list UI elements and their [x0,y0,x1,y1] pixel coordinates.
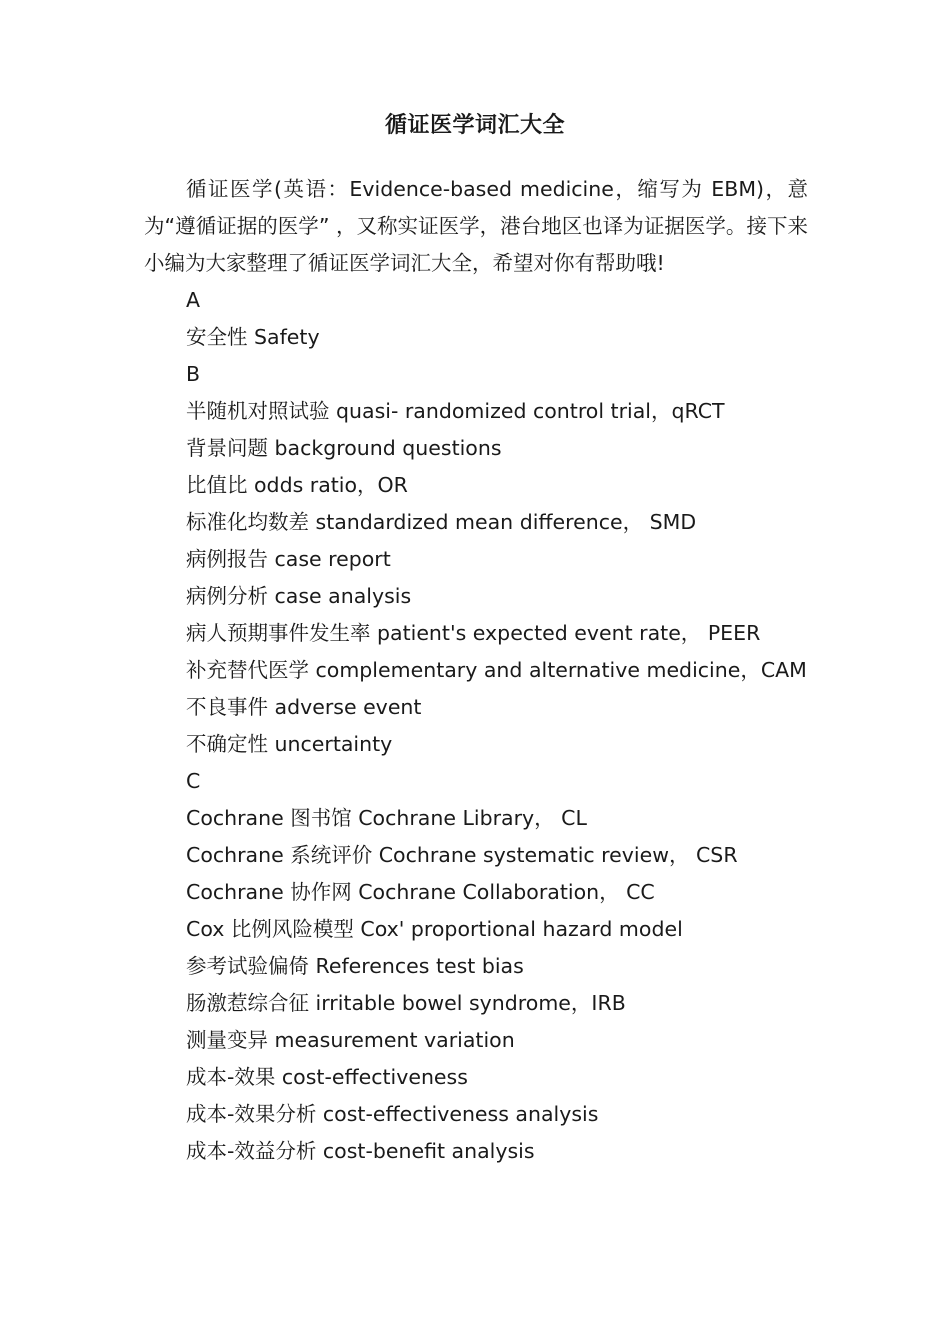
glossary-entry: 标准化均数差 standardized mean difference， SMD [186,510,697,534]
glossary-entry: 参考试验偏倚 References test bias [186,954,524,978]
glossary-entry: 成本-效果 cost-effectiveness [186,1065,468,1089]
glossary-entry: 不良事件 adverse event [186,695,422,719]
intro-paragraph: 循证医学(英语：Evidence-based medicine，缩写为 EBM)，意为“遵循证据的医学” ，又称实证医学，港台地区也译为证据医学。接下来小编为大家整理了循证医学词汇大全，希望对你有帮助哦! [144,177,808,275]
glossary-entry: 安全性 Safety [186,325,320,349]
section-letter-c: C [186,769,201,793]
glossary-entry: Cochrane 系统评价 Cochrane systematic review， CSR [186,843,738,867]
section-letter-a: A [186,288,201,312]
glossary-entry: 半随机对照试验 quasi- randomized control trial，qRCT [186,399,725,423]
glossary-entry: 测量变异 measurement variation [186,1028,515,1052]
glossary-entry: Cox 比例风险模型 Cox' proportional hazard model [186,917,683,941]
glossary-entry: Cochrane 协作网 Cochrane Collaboration， CC [186,880,655,904]
glossary-entry: 不确定性 uncertainty [186,732,393,756]
glossary-entry: 病人预期事件发生率 patient's expected event rate， PEER [186,621,761,645]
section-letter-b: B [186,362,201,386]
glossary-entry: 肠激惹综合征 irritable bowel syndrome，IRB [186,991,626,1015]
glossary-entry: 病例分析 case analysis [186,584,412,608]
glossary-entry: 成本-效益分析 cost-benefit analysis [186,1139,535,1163]
glossary-entry: 补充替代医学 complementary and alternative medicine，CAM [186,658,807,682]
glossary-entry: 背景问题 background questions [186,436,502,460]
glossary-entry: 成本-效果分析 cost-effectiveness analysis [186,1102,599,1126]
document-title: 循证医学词汇大全 [384,113,565,138]
glossary-list [144,282,808,1170]
glossary-entry: 比值比 odds ratio，OR [186,473,408,497]
glossary-entry: 病例报告 case report [186,547,391,571]
glossary-entry: Cochrane 图书馆 Cochrane Library， CL [186,806,587,830]
